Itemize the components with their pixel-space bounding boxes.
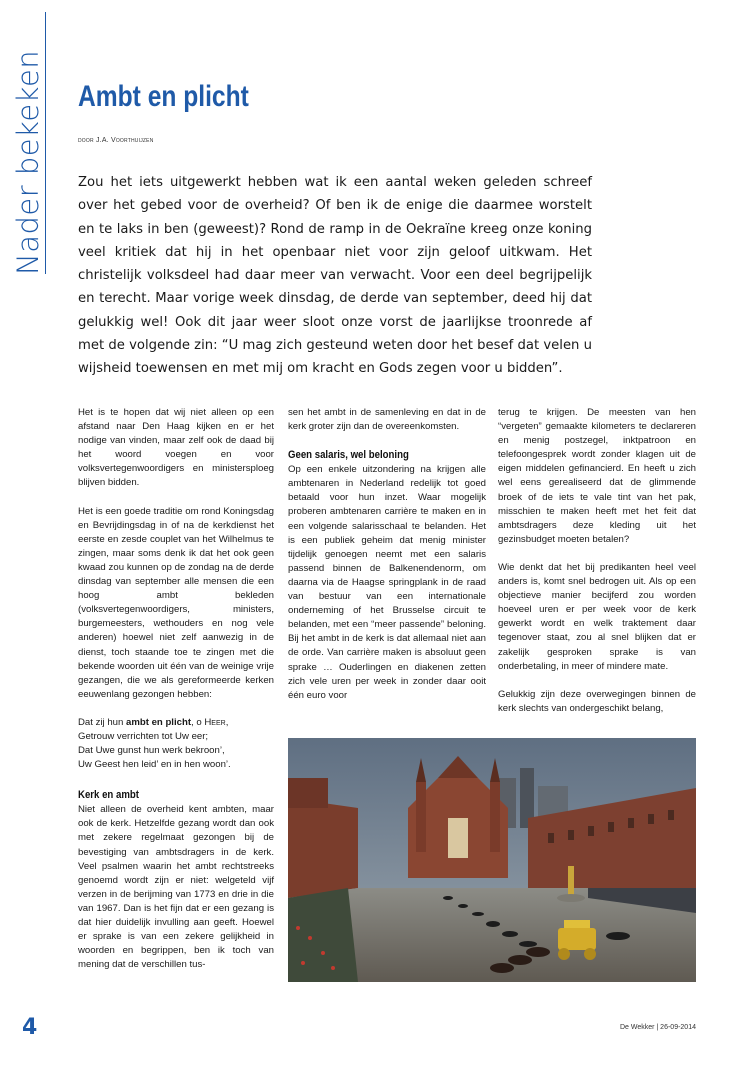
hymn-line-1-mid: , o bbox=[191, 716, 205, 728]
hymn-line-1 bbox=[78, 716, 274, 730]
footer-publication: De Wekker | 26-09-2014 bbox=[619, 1024, 696, 1031]
col1-paragraph-2: Het is een goede traditie om rond Koningsdag en Bevrijdingsdag in of na de kerkdienst het eerste en zesde couplet van het Wilhelmus te zingen, maar soms denk ik dat het ook geen kwaad zou kunnen op de zondag na de derde dinsdag van september alle mensen die een hoog ambt bekleden (volksvertegenwoordigers, ministers, burgemeesters, wethouders en nog vele anderen) hoewel niet zelf aanwezig in de dienst, toch staande toe te zingen met die bekende woorden uit één van de weinige vrije gezangen, die we als gereformeerde kerken eeuwenlang gezongen hebben: bbox=[78, 505, 274, 700]
photo-binnenhof-golden-coach bbox=[288, 738, 696, 982]
column-2 bbox=[288, 406, 486, 703]
hymn-line-1-start: Dat zij hun bbox=[78, 716, 126, 728]
photo-illustration bbox=[288, 738, 696, 982]
byline-prefix: door bbox=[78, 137, 94, 144]
hymn-line-1-bold: ambt en plicht bbox=[126, 716, 192, 728]
col2-paragraph-1: sen het ambt in de samenleving en dat in de kerk groter zijn dan de overeenkomsten. bbox=[288, 407, 486, 433]
heading-kerk-en-ambt: Kerk en ambt bbox=[78, 789, 139, 802]
hymn-line-2: Getrouw verrichten tot Uw eer; bbox=[78, 730, 209, 742]
hymn-line-3: Dat Uwe gunst hun werk bekroon’, bbox=[78, 745, 225, 757]
col3-paragraph-3: Gelukkig zijn deze overwegingen binnen de kerk slechts van ondergeschikt belang, bbox=[498, 688, 696, 714]
section-rule bbox=[45, 12, 46, 274]
heading-geen-salaris: Geen salaris, wel beloning bbox=[288, 449, 409, 462]
hymn-quote bbox=[78, 716, 274, 772]
hymn-line-4: Uw Geest hen leid’ en in hen woon’. bbox=[78, 759, 231, 771]
col1-paragraph-1: Het is te hopen dat wij niet alleen op een afstand naar Den Haag kijken en er het nodige van vinden, maar zelf ook de daad bij het woord voegen en voor volksvertegenwoordigers en ministersploeg blijven bidden. bbox=[78, 407, 274, 489]
hymn-line-1-end: , bbox=[225, 716, 229, 728]
column-1 bbox=[78, 406, 274, 972]
column-3 bbox=[498, 406, 696, 716]
col2-paragraph-2: Op een enkele uitzondering na krijgen alle ambtenaren in Nederland redelijk tot goed betaald voor hun inzet. Waar mogelijk proberen ambtenaren carrière te maken en in een volgende salarisschaal te belanden. Het is een publiek geheim dat menig minister tijdelijk genoegen neemt met een salaris passend binnen de Balkenendenorm, om daarna via de Haagse springplank in de raad van bestuur van een internationale onderneming of het Brusselse circuit te belanden, met een “meer passende” beloning. Bij het ambt in de kerk is dat allemaal niet aan de orde. Van carrière maken is absoluut geen sprake … Ouderlingen en diakenen zetten zich vele uren per week in zonder daar ooit één euro voor bbox=[288, 464, 486, 701]
article-title: Ambt en plicht bbox=[78, 80, 249, 113]
hymn-line-1-heer: Heer bbox=[204, 716, 226, 728]
page-number: 4 bbox=[22, 1015, 38, 1040]
col3-paragraph-1: terug te krijgen. De meesten van hen “vergeten” gemaakte kilometers te declareren en menig postzegel, inktpatroon en telefoongesprek wordt zonder klagen uit de eigen middelen gefinancierd. En heeft u zich wel eens gerealiseerd dat de glimmende broek of de iets te vale tint van het pak, misschien te maken heeft met het feit dat ambtsdragers deze kleding uit het gezinsbudget moeten betalen? bbox=[498, 407, 696, 545]
col3-paragraph-2: Wie denkt dat het bij predikanten heel veel anders is, komt snel bedrogen uit. Als op een objectieve manier becijferd zou worden hoeveel uren er per week voor de kerk gewerkt wordt en welk traktement daar tegenover staat, zou al snel blijken dat er zakelijk gesproken sprake is van onderbetaling, in meer of mindere mate. bbox=[498, 561, 696, 672]
byline-author: J.A. Voorthuijzen bbox=[95, 137, 154, 144]
byline bbox=[78, 137, 154, 144]
intro-paragraph: Zou het iets uitgewerkt hebben wat ik een aantal weken geleden schreef over het gebed voor de overheid? Of ben ik de enige die daarmee worstelt en te laks in ben (geweest)? Rond de ramp in de Oekraïne kreeg onze koning veel kritiek dat hij in het openbaar niet voor zijn geloof uitkwam. Het christelijk volksdeel had daar meer van verwacht. Voor een deel begrijpelijk en terecht. Maar vorige week dinsdag, de derde van september, deed hij dat gelukkig wel! Ook dit jaar weer sloot onze vorst de jaarlijkse troonrede af met de volgende zin: “U mag zich gesteund weten door het besef dat velen u wijsheid toewensen en met mij om kracht en Gods zegen voor u bidden”. bbox=[78, 175, 592, 377]
section-label: Nader bekeken bbox=[11, 49, 45, 275]
col1-paragraph-3: Niet alleen de overheid kent ambten, maar ook de kerk. Hetzelfde gezang wordt dan ook met zekere regelmaat gezongen bij de bevestiging van ambtsdragers in de kerk. Veel psalmen waarin het ambt rechtstreeks genoemd wordt zijn er niet: welgeteld vijf verzen in de berijming van 1773 en drie in die van 1967. Dan is het fijn dat er een gezang is dat hier duidelijk invulling aan geeft. Hoewel er sprake is van een zekere gelijkheid in woorden en begrippen, ben ik toch van mening dat de verschillen tus- bbox=[78, 804, 274, 971]
